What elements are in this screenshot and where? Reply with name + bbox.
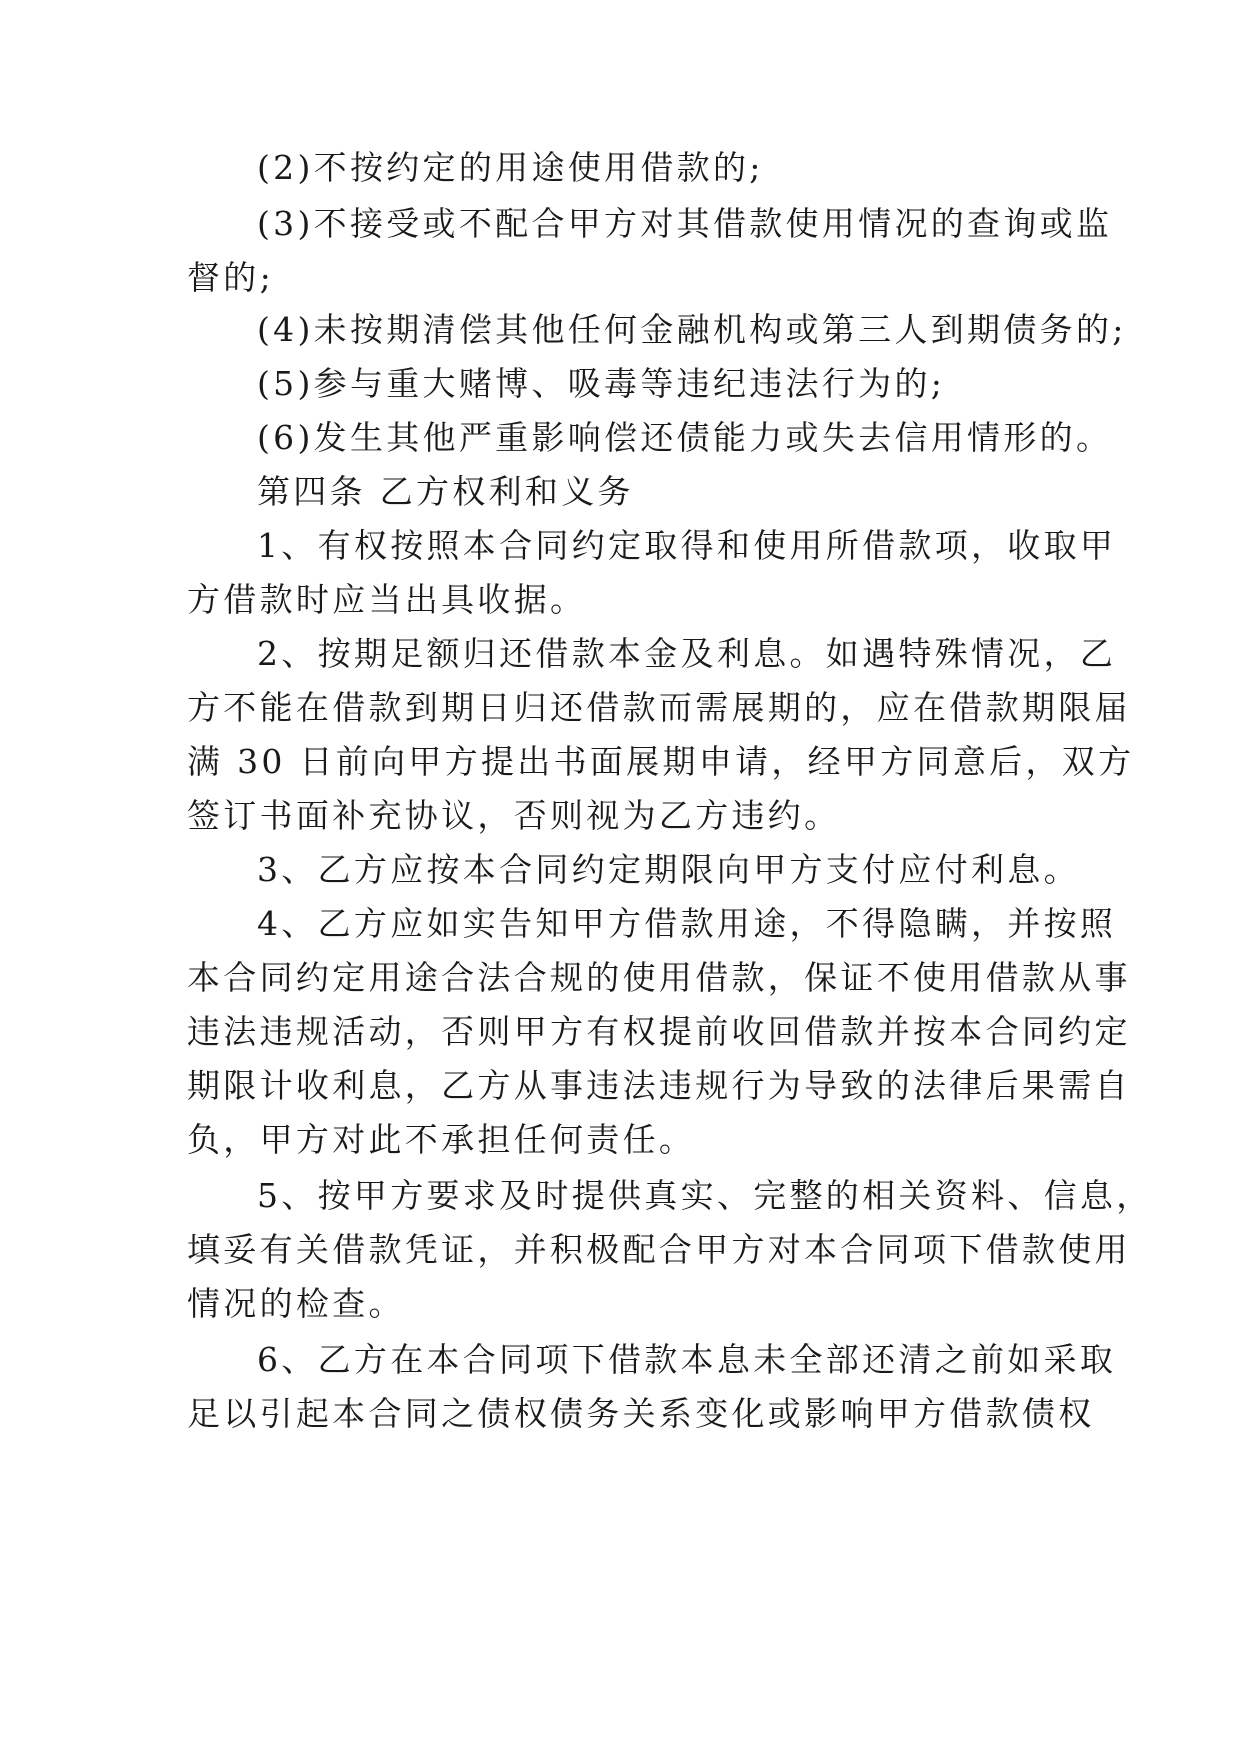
article-heading: 第四条 乙方权利和义务 (257, 472, 634, 511)
clause-item-6: (6)发生其他严重影响偿还债能力或失去信用情形的。 (257, 418, 1113, 457)
paragraph-3-line-1: 3、乙方应按本合同约定期限向甲方支付应付利息。 (257, 850, 1080, 889)
clause-item-3-cont: 督的; (187, 258, 275, 297)
clause-item-5: (5)参与重大赌博、吸毒等违纪违法行为的; (257, 364, 946, 403)
paragraph-4-line-5: 负，甲方对此不承担任何责任。 (187, 1120, 696, 1159)
paragraph-5-line-3: 情况的检查。 (187, 1284, 405, 1323)
paragraph-6-line-1: 6、乙方在本合同项下借款本息未全部还清之前如采取 (257, 1340, 1117, 1379)
paragraph-2-line-3: 满 30 日前向甲方提出书面展期申请，经甲方同意后，双方 (187, 742, 1135, 781)
paragraph-4-line-1: 4、乙方应如实告知甲方借款用途，不得隐瞒，并按照 (257, 904, 1117, 943)
paragraph-1-line-2: 方借款时应当出具收据。 (187, 580, 587, 619)
paragraph-5-line-2: 填妥有关借款凭证，并积极配合甲方对本合同项下借款使用 (187, 1230, 1131, 1269)
paragraph-4-line-3: 违法违规活动，否则甲方有权提前收回借款并按本合同约定 (187, 1012, 1131, 1051)
paragraph-5-line-1: 5、按甲方要求及时提供真实、完整的相关资料、信息， (257, 1176, 1153, 1215)
clause-item-2: (2)不按约定的用途使用借款的; (257, 148, 764, 187)
paragraph-4-line-2: 本合同约定用途合法合规的使用借款，保证不使用借款从事 (187, 958, 1131, 997)
clause-item-3: (3)不接受或不配合甲方对其借款使用情况的查询或监 (257, 204, 1113, 243)
paragraph-2-line-4: 签订书面补充协议，否则视为乙方违约。 (187, 796, 841, 835)
paragraph-4-line-4: 期限计收利息，乙方从事违法违规行为导致的法律后果需自 (187, 1066, 1131, 1105)
paragraph-2-line-2: 方不能在借款到期日归还借款而需展期的，应在借款期限届 (187, 688, 1131, 727)
paragraph-1-line-1: 1、有权按照本合同约定取得和使用所借款项，收取甲 (257, 526, 1117, 565)
paragraph-6-line-2: 足以引起本合同之债权债务关系变化或影响甲方借款债权 (187, 1394, 1095, 1433)
paragraph-2-line-1: 2、按期足额归还借款本金及利息。如遇特殊情况，乙 (257, 634, 1117, 673)
clause-item-4: (4)未按期清偿其他任何金融机构或第三人到期债务的; (257, 310, 1127, 349)
